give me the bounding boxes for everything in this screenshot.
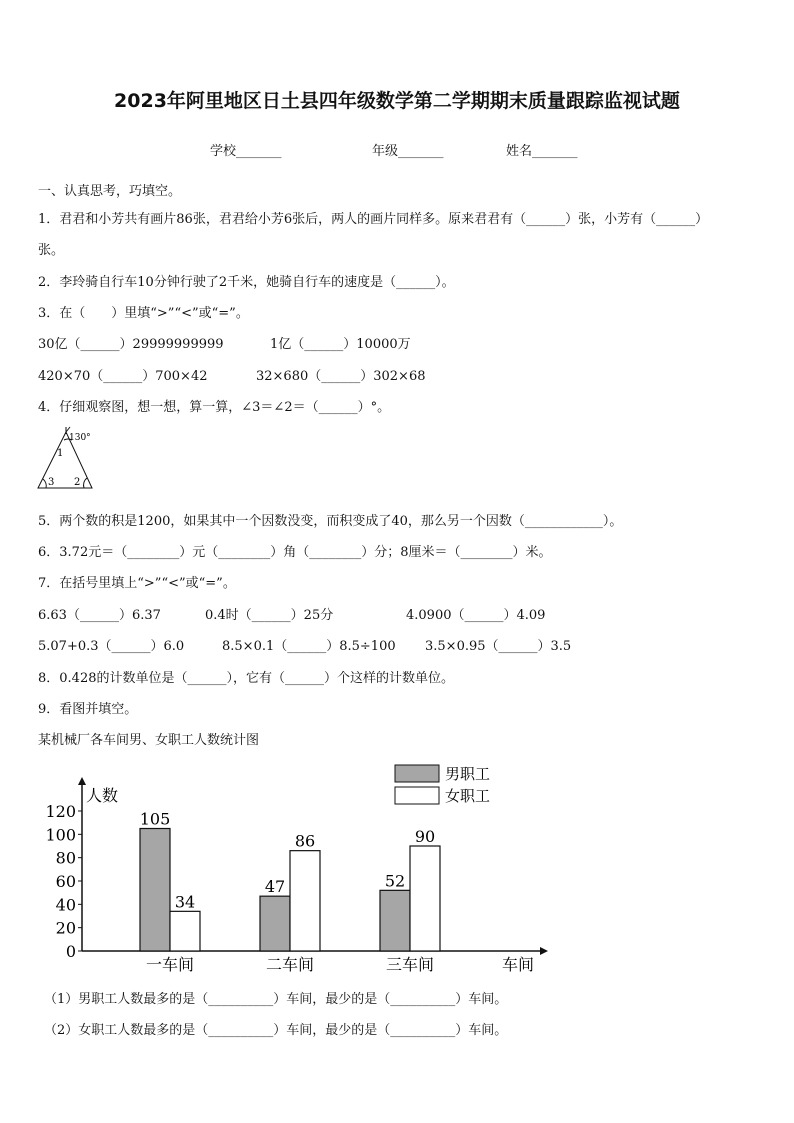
bar-female [290, 851, 320, 951]
y-tick-label: 100 [45, 825, 76, 845]
y-axis-label: 人数 [86, 786, 119, 805]
x-axis-label: 车间 [502, 955, 535, 974]
bar-value-label: 90 [414, 827, 436, 846]
q7-item: 6.63（______）6.37 [38, 608, 161, 623]
y-tick-label: 60 [55, 872, 76, 891]
legend-swatch [395, 765, 439, 782]
bar-value-label: 105 [139, 809, 171, 829]
question-6: 6．3.72元＝（________）元（________）角（________）分；8厘米＝（________）米。 [38, 545, 552, 560]
school-field[interactable]: 学校_______ [210, 144, 282, 159]
bar-value-label: 86 [294, 831, 316, 851]
bar-chart [30, 755, 550, 980]
legend-label: 女职工 [445, 787, 491, 805]
q7-item: 3.5×0.95（______）3.5 [425, 639, 572, 654]
category-label: 三车间 [385, 955, 435, 974]
sub-question-1: （1）男职工人数最多的是（__________）车间，最少的是（__________）车间。 [44, 992, 508, 1007]
y-tick-label: 80 [55, 848, 76, 868]
bar-value-label: 47 [264, 877, 286, 897]
question-2: 2．李玲骑自行车10分钟行驶了2千米，她骑自行车的速度是（______）。 [38, 275, 455, 290]
angle-3-label: 3 [48, 477, 55, 488]
chart-caption: 某机械厂各车间男、女职工人数统计图 [38, 733, 260, 748]
bar-male [260, 896, 290, 951]
angle-1-label: 1 [57, 448, 64, 459]
question-7: 7．在括号里填上“>”“<”或“=”。 [38, 576, 236, 591]
bar-value-label: 34 [174, 892, 196, 912]
angle-130-label: 130° [69, 433, 91, 443]
y-tick-label: 120 [45, 802, 76, 821]
question-9: 9．看图并填空。 [38, 702, 138, 717]
q7-item: 8.5×0.1（______）8.5÷100 [222, 639, 396, 654]
q3-item: 32×680（______）302×68 [256, 369, 426, 384]
q3-item: 30亿（______）29999999999 [38, 337, 224, 352]
y-axis-arrow [78, 777, 86, 785]
y-tick-label: 20 [55, 918, 76, 938]
q3-item: 1亿（______）10000万 [270, 337, 411, 352]
page-title: 2023年阿里地区日土县四年级数学第二学期期末质量跟踪监视试题 [114, 90, 680, 112]
q7-item: 5.07+0.3（______）6.0 [38, 639, 185, 654]
question-1-end: 张。 [38, 243, 65, 258]
question-3: 3．在（ ）里填“>”“<”或“=”。 [38, 306, 249, 321]
q3-item: 420×70（______）700×42 [38, 369, 208, 384]
section-heading: 一、认真思考，巧填空。 [38, 184, 182, 199]
legend-swatch [395, 787, 439, 804]
sub-question-2: （2）女职工人数最多的是（__________）车间，最少的是（__________）车间。 [44, 1023, 508, 1038]
bar-female [170, 911, 200, 951]
question-1: 1．君君和小芳共有画片86张，君君给小芳6张后，两人的画片同样多。原来君君有（______）张，小芳有（______） [38, 212, 709, 227]
name-field[interactable]: 姓名_______ [506, 144, 578, 159]
question-5: 5．两个数的积是1200，如果其中一个因数没变，而积变成了40，那么另一个因数（____________）。 [38, 514, 623, 529]
legend-label: 男职工 [445, 765, 491, 783]
bar-male [380, 890, 410, 951]
category-label: 二车间 [265, 955, 315, 974]
x-axis-arrow [540, 947, 548, 955]
q7-item: 0.4时（______）25分 [205, 608, 334, 623]
question-8: 8．0.428的计数单位是（______），它有（______）个这样的计数单位。 [38, 671, 454, 686]
bar-value-label: 52 [384, 871, 406, 891]
question-4: 4．仔细观察图，想一想，算一算，∠3＝∠2＝（______）°。 [38, 400, 391, 415]
category-label: 一车间 [145, 955, 195, 974]
angle-2-label: 2 [74, 477, 81, 488]
q7-item: 4.0900（______）4.09 [406, 608, 546, 623]
y-tick-label: 40 [55, 895, 76, 915]
grade-field[interactable]: 年级_______ [372, 144, 444, 159]
bar-male [140, 829, 170, 952]
triangle-figure [30, 426, 110, 494]
bar-female [410, 846, 440, 951]
y-tick-label: 0 [65, 942, 76, 961]
